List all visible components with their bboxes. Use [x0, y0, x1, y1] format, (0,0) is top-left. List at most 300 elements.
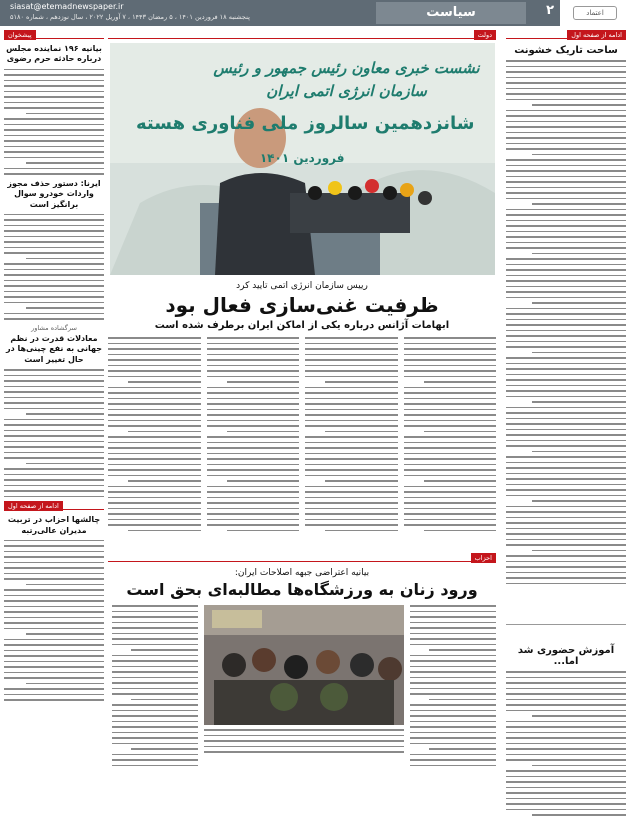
text-line [404, 420, 497, 422]
text-line [506, 732, 626, 734]
text-line [4, 397, 104, 399]
text-line [112, 677, 198, 679]
banner-line3: فروردین ۱۴۰۱ [259, 151, 345, 165]
text-line [108, 387, 201, 389]
text-line [404, 354, 497, 356]
text-line [404, 414, 497, 416]
continued-tag-left: ادامه از صفحه اول [4, 501, 63, 511]
text-line [532, 814, 626, 816]
text-line [506, 126, 626, 128]
text-line [207, 469, 300, 471]
text-line [506, 434, 626, 436]
text-line [506, 82, 626, 84]
text-line [4, 622, 104, 624]
text-line [506, 165, 626, 167]
text-line [4, 69, 104, 71]
text-line [506, 572, 626, 574]
text-line [112, 655, 198, 657]
text-line [424, 530, 496, 532]
text-line [207, 475, 300, 477]
text-line [532, 451, 626, 453]
text-line [404, 464, 497, 466]
text-line [506, 379, 626, 381]
text-line [4, 91, 104, 93]
text-line [207, 486, 300, 488]
text-line [4, 236, 104, 238]
text-line [112, 737, 198, 739]
text-line [506, 396, 626, 398]
text-line [506, 264, 626, 266]
header-bar [0, 0, 560, 26]
text-line [410, 616, 496, 618]
text-line [4, 318, 104, 320]
text-line [305, 370, 398, 372]
text-line [305, 491, 398, 493]
text-line [108, 513, 201, 515]
text-line [305, 425, 398, 427]
text-line [506, 787, 626, 789]
text-line [506, 110, 626, 112]
text-line [108, 491, 201, 493]
text-line [506, 181, 626, 183]
section-email[interactable]: siasat@etemadnewspaper.ir [10, 2, 124, 11]
text-line [506, 291, 626, 293]
text-line [404, 392, 497, 394]
banner-line1: نشست خبری معاون رئیس جمهور و رئیس سازمان انرژی اتمی ایران [213, 59, 480, 100]
page-number: ۲ [546, 3, 554, 18]
issue-date: پنجشنبه ۱۸ فروردین ۱۴۰۱ ، ۵ رمضان ۱۴۴۳ ، ۷ آوریل ۲۰۲۲ ، سال نوزدهم ، شماره ۵۱۸۰ [10, 13, 250, 21]
text-line [4, 694, 104, 696]
text-line [108, 398, 201, 400]
text-line [305, 337, 398, 339]
mps-statement-title: بیانیه ۱۹۶ نماینده مجلس درباره حادثه حرم رضوی [6, 44, 102, 64]
header-left [560, 0, 630, 26]
text-line [112, 605, 198, 607]
text-line [506, 429, 626, 431]
text-line [506, 258, 626, 260]
text-line [4, 496, 104, 498]
text-line [4, 540, 104, 542]
text-line [506, 721, 626, 723]
text-line [506, 143, 626, 145]
text-line [532, 302, 626, 304]
text-line [506, 770, 626, 772]
text-line [4, 296, 104, 298]
text-line [410, 688, 496, 690]
text-line [108, 370, 201, 372]
text-line [532, 154, 626, 156]
text-line [506, 286, 626, 288]
car-import-title: ایرنا: دستور حذف مجوز واردات خودرو سوال برانگیز است [7, 178, 101, 209]
text-line [404, 436, 497, 438]
text-line [429, 748, 496, 750]
text-line [4, 74, 104, 76]
text-line [506, 776, 626, 778]
text-line [506, 544, 626, 546]
text-line [532, 715, 626, 717]
text-line [112, 682, 198, 684]
text-line [506, 555, 626, 557]
text-line [429, 699, 496, 701]
text-line [506, 754, 626, 756]
text-line [112, 638, 198, 640]
text-line [506, 759, 626, 761]
violence-story-body [506, 60, 626, 584]
text-line [4, 562, 104, 564]
text-line [4, 419, 104, 421]
text-line [404, 348, 497, 350]
text-line [4, 380, 104, 382]
text-line [305, 524, 398, 526]
text-line [424, 480, 496, 482]
text-line [506, 577, 626, 579]
text-line [506, 478, 626, 480]
text-line [227, 431, 299, 433]
text-line [112, 616, 198, 618]
text-line [4, 151, 104, 153]
text-line [404, 524, 497, 526]
text-line [204, 729, 404, 731]
text-line [128, 381, 200, 383]
text-line [112, 759, 198, 761]
text-line [4, 369, 104, 371]
text-line [506, 115, 626, 117]
text-line [506, 456, 626, 458]
text-line [410, 726, 496, 728]
text-line [26, 413, 104, 415]
text-line [4, 247, 104, 249]
text-line [108, 486, 201, 488]
text-line [506, 374, 626, 376]
text-line [325, 530, 397, 532]
text-line [204, 751, 404, 753]
text-line [108, 343, 201, 345]
second-story-col [112, 605, 198, 770]
stadium-crowd-photo [204, 605, 404, 725]
text-line [305, 475, 398, 477]
text-line [532, 765, 626, 767]
text-line [4, 452, 104, 454]
text-line [207, 425, 300, 427]
text-line [108, 524, 201, 526]
text-line [4, 313, 104, 315]
text-line [207, 403, 300, 405]
text-line [532, 401, 626, 403]
text-line [4, 644, 104, 646]
text-line [325, 480, 397, 482]
text-line [404, 403, 497, 405]
text-line [506, 517, 626, 519]
text-line [506, 77, 626, 79]
text-line [108, 359, 201, 361]
text-line [108, 392, 201, 394]
text-line [305, 403, 398, 405]
text-line [305, 469, 398, 471]
text-line [305, 502, 398, 504]
text-line [4, 302, 104, 304]
text-line [305, 359, 398, 361]
text-line [4, 441, 104, 443]
text-line [410, 743, 496, 745]
continued-tag: ادامه از صفحه اول [567, 30, 626, 40]
text-line [506, 561, 626, 563]
text-line [532, 253, 626, 255]
text-line [506, 423, 626, 425]
text-line [506, 803, 626, 805]
text-line [410, 671, 496, 673]
text-line [506, 368, 626, 370]
text-line [305, 398, 398, 400]
text-line [207, 447, 300, 449]
text-line [404, 475, 497, 477]
text-line [112, 726, 198, 728]
text-line [305, 376, 398, 378]
text-line [207, 348, 300, 350]
text-line [506, 522, 626, 524]
text-line [506, 137, 626, 139]
text-line [410, 710, 496, 712]
text-line [506, 148, 626, 150]
text-line [4, 600, 104, 602]
text-line [506, 798, 626, 800]
text-line [4, 129, 104, 131]
left-column-tag-bar [4, 30, 104, 39]
text-line [4, 230, 104, 232]
divider [506, 624, 626, 625]
text-line [404, 513, 497, 515]
text-line [207, 387, 300, 389]
text-line [506, 275, 626, 277]
text-line [410, 611, 496, 613]
text-line [112, 666, 198, 668]
text-line [325, 431, 397, 433]
text-line [404, 486, 497, 488]
text-line [4, 280, 104, 282]
text-line [4, 617, 104, 619]
text-line [108, 447, 201, 449]
text-line [506, 363, 626, 365]
text-line [410, 704, 496, 706]
text-line [26, 463, 104, 465]
text-line [4, 430, 104, 432]
world-order-title: معادلات قدرت در نظم جهانی به نفع چینی‌ها در حال تغییر است [5, 333, 103, 364]
text-line [404, 469, 497, 471]
text-line [305, 343, 398, 345]
text-line [108, 348, 201, 350]
text-line [108, 436, 201, 438]
text-line [404, 365, 497, 367]
text-line [506, 407, 626, 409]
text-line [108, 464, 201, 466]
text-line [207, 354, 300, 356]
text-line [204, 740, 404, 742]
text-line [108, 354, 201, 356]
text-line [26, 683, 104, 685]
text-line [506, 688, 626, 690]
text-line [112, 688, 198, 690]
text-line [506, 462, 626, 464]
text-line [4, 168, 104, 170]
text-line [305, 508, 398, 510]
text-line [204, 735, 404, 737]
text-line [404, 425, 497, 427]
text-line [404, 458, 497, 460]
text-line [112, 715, 198, 717]
text-line [4, 567, 104, 569]
text-line [424, 381, 496, 383]
education-story-body [506, 671, 626, 820]
text-line [305, 436, 398, 438]
text-line [227, 530, 299, 532]
text-line [410, 638, 496, 640]
text-line [305, 348, 398, 350]
text-line [207, 420, 300, 422]
text-line [506, 297, 626, 299]
text-line [506, 280, 626, 282]
text-line [4, 688, 104, 690]
car-import-body [4, 214, 104, 320]
text-line [112, 721, 198, 723]
text-line [108, 475, 201, 477]
text-line [4, 402, 104, 404]
text-line [207, 524, 300, 526]
press-conference-photo [110, 43, 495, 275]
text-line [207, 337, 300, 339]
main-story-body [108, 337, 496, 543]
parties-managers-body [4, 540, 104, 701]
text-line [506, 682, 626, 684]
main-subhead: ابهامات آژانس درباره یکی از اماکن ایران برطرف شده است [154, 320, 450, 331]
text-line [404, 491, 497, 493]
text-line [410, 759, 496, 761]
text-line [112, 611, 198, 613]
text-line [26, 584, 104, 586]
text-line [112, 765, 198, 767]
text-line [4, 628, 104, 630]
text-line [207, 442, 300, 444]
text-line [506, 748, 626, 750]
text-line [506, 440, 626, 442]
text-line [4, 140, 104, 142]
text-line [207, 519, 300, 521]
text-line [131, 699, 198, 701]
text-line [108, 442, 201, 444]
text-line [532, 104, 626, 106]
text-line [506, 385, 626, 387]
text-line [112, 644, 198, 646]
banner-line2: شانزدهمین سالروز ملی فناوری هسته [136, 113, 475, 134]
main-story-col [404, 337, 497, 543]
text-line [4, 573, 104, 575]
text-line [4, 135, 104, 137]
text-line [410, 677, 496, 679]
text-line [4, 446, 104, 448]
text-line [305, 458, 398, 460]
text-line [506, 330, 626, 332]
text-line [404, 502, 497, 504]
text-line [207, 508, 300, 510]
text-line [506, 308, 626, 310]
text-line [207, 398, 300, 400]
text-line [506, 324, 626, 326]
text-line [108, 497, 201, 499]
parties-tag-bar [108, 553, 496, 562]
violence-story-title: ساحت تاریک خشونت [514, 45, 618, 56]
text-line [506, 170, 626, 172]
text-line [108, 453, 201, 455]
text-line [207, 491, 300, 493]
text-line [4, 677, 104, 679]
text-line [4, 479, 104, 481]
text-line [506, 495, 626, 497]
text-line [4, 424, 104, 426]
text-line [506, 346, 626, 348]
text-line [108, 502, 201, 504]
text-line [4, 468, 104, 470]
right-column-tag-bar [506, 30, 626, 39]
text-line [506, 445, 626, 447]
text-line [506, 247, 626, 249]
text-line [207, 343, 300, 345]
text-line [506, 93, 626, 95]
text-line [4, 386, 104, 388]
text-line [410, 721, 496, 723]
text-line [128, 480, 200, 482]
text-line [404, 409, 497, 411]
text-line [506, 225, 626, 227]
text-line [410, 693, 496, 695]
text-line [506, 506, 626, 508]
text-line [131, 748, 198, 750]
crowd-illustration [204, 605, 404, 725]
text-line [4, 85, 104, 87]
text-line [4, 408, 104, 410]
text-line [108, 425, 201, 427]
text-line [112, 704, 198, 706]
text-line [4, 96, 104, 98]
text-line [207, 458, 300, 460]
second-headline: ورود زنان به ورزشگاه‌ها مطالبه‌ای بحق است [126, 580, 478, 599]
text-line [4, 578, 104, 580]
newsstand-tag: پیشخوان [4, 30, 36, 40]
photo-caption [204, 729, 404, 753]
text-line [506, 710, 626, 712]
text-line [506, 583, 626, 585]
text-line [4, 391, 104, 393]
text-line [410, 644, 496, 646]
text-line [128, 530, 200, 532]
text-line [112, 671, 198, 673]
text-line [4, 611, 104, 613]
text-line [305, 464, 398, 466]
text-line [429, 649, 496, 651]
text-line [108, 365, 201, 367]
text-line [305, 447, 398, 449]
text-line [108, 469, 201, 471]
text-line [108, 403, 201, 405]
text-line [4, 274, 104, 276]
text-line [108, 414, 201, 416]
text-line [404, 359, 497, 361]
text-line [506, 187, 626, 189]
text-line [4, 672, 104, 674]
text-line [207, 502, 300, 504]
parties-managers-title: چالشها احزاب در تربیت مدیران عالی‌رتبه [7, 515, 101, 535]
text-line [4, 474, 104, 476]
text-line [506, 269, 626, 271]
text-line [506, 726, 626, 728]
text-line [532, 352, 626, 354]
